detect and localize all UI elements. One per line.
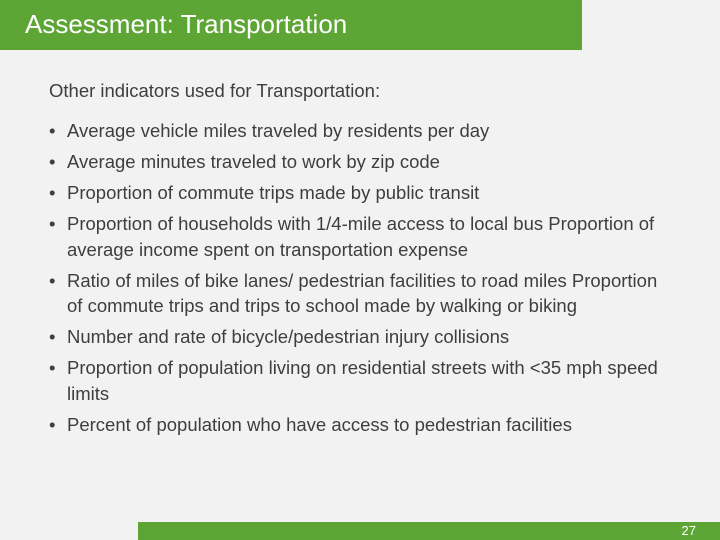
list-item-text: Ratio of miles of bike lanes/ pedestrian facilities to road miles Proportion of commute trips and trips to school made by walking or biking [67, 269, 658, 316]
bullet-icon: • [49, 357, 56, 378]
list-item [49, 149, 659, 175]
intro-text: Other indicators used for Transportation: [49, 80, 381, 101]
list-item-text: Average vehicle miles traveled by residents per day [67, 120, 490, 141]
list-item [49, 324, 659, 350]
list-item-text: Proportion of commute trips made by public transit [67, 182, 480, 203]
list-item-text: Percent of population who have access to pedestrian facilities [67, 413, 572, 435]
bullet-icon: • [49, 120, 56, 141]
list-item [49, 118, 659, 144]
bullet-icon: • [49, 213, 56, 234]
slide-title: Assessment: Transportation [25, 9, 348, 39]
bullet-icon: • [49, 413, 56, 435]
indicator-list [49, 118, 659, 443]
title-bar [0, 0, 582, 50]
list-item [49, 412, 659, 438]
list-item [49, 211, 659, 262]
bullet-icon: • [49, 326, 56, 347]
list-item [49, 180, 659, 206]
footer-bar [138, 522, 720, 540]
list-item [49, 268, 659, 319]
bullet-icon: • [49, 269, 56, 291]
list-item-text: Number and rate of bicycle/pedestrian injury collisions [67, 326, 510, 347]
bullet-icon: • [49, 151, 56, 172]
list-item-text: Average minutes traveled to work by zip code [67, 151, 440, 172]
list-item [49, 355, 659, 406]
bullet-icon: • [49, 182, 56, 203]
list-item-text: Proportion of households with 1/4-mile access to local bus Proportion of average income spent on transportation expense [67, 213, 655, 260]
list-item-text: Proportion of population living on residential streets with <35 mph speed limits [67, 357, 658, 404]
page-number: 27 [681, 523, 696, 538]
